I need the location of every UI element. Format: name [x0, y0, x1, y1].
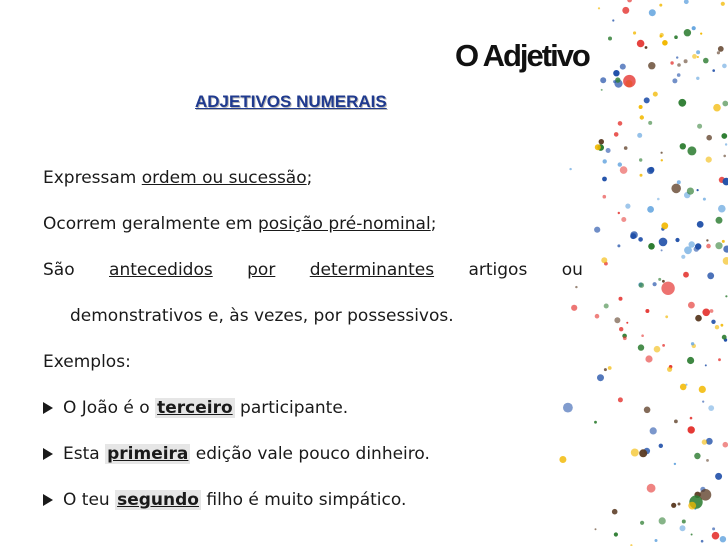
paint-dot: [723, 246, 728, 253]
paint-dot: [715, 473, 722, 480]
underlined-text: por: [247, 260, 276, 280]
paint-dot: [659, 444, 663, 448]
underlined-text: posição pré-nominal: [257, 214, 431, 234]
paint-dot: [716, 217, 723, 224]
paint-dot: [620, 64, 626, 70]
paint-dot: [665, 315, 668, 318]
paint-dot: [644, 407, 651, 414]
paint-dot: [715, 325, 719, 329]
paint-dot: [650, 427, 657, 434]
paint-dot: [722, 335, 727, 340]
line-exemplos: Exemplos:: [43, 352, 131, 372]
paint-dot: [682, 520, 686, 524]
paint-dot: [702, 439, 707, 444]
paint-dot: [721, 2, 725, 6]
paint-dot: [715, 242, 722, 249]
paint-dot: [619, 327, 623, 331]
paint-dot: [696, 50, 700, 54]
paint-dot: [571, 305, 577, 311]
paint-dot: [606, 148, 611, 153]
paint-dot: [677, 63, 681, 67]
paint-dot: [648, 62, 655, 69]
paint-dot: [618, 397, 623, 402]
paint-dot: [674, 420, 678, 424]
paint-dot: [575, 286, 577, 288]
paint-dot: [598, 7, 600, 9]
line-demonstrativos: demonstrativos e, às vezes, por possessivos.: [70, 306, 454, 326]
paint-dot: [612, 19, 614, 21]
paint-dot: [595, 528, 597, 530]
line-antecedidos: [43, 262, 583, 279]
line-ocorrem: [43, 216, 436, 233]
paint-dot: [677, 73, 681, 77]
paint-dot: [712, 69, 715, 72]
paint-dot: [721, 133, 727, 139]
paint-dot: [720, 536, 726, 542]
text: artigos: [468, 260, 528, 280]
paint-dot: [722, 101, 728, 107]
paint-dot: [639, 105, 643, 109]
paint-dot: [718, 358, 721, 361]
paint-dot: [699, 386, 706, 393]
paint-dot: [613, 80, 616, 83]
paint-dot: [619, 297, 623, 301]
paint-dot: [697, 124, 702, 129]
paint-dot: [706, 459, 709, 462]
paint-dot: [688, 302, 695, 309]
highlighted-word: segundo: [117, 490, 199, 510]
paint-dot: [662, 280, 665, 283]
paint-dot: [608, 37, 612, 41]
paint-dot: [640, 115, 644, 119]
paint-dot: [653, 92, 658, 97]
paint-dot: [681, 255, 685, 259]
highlighted-word: terceiro: [157, 398, 233, 418]
paint-dot: [638, 344, 644, 350]
paint-dot: [595, 144, 601, 150]
paint-dot: [639, 283, 644, 288]
paint-dot: [721, 324, 724, 327]
example-item: [43, 446, 430, 463]
paint-dot: [718, 205, 726, 213]
paint-dot: [674, 463, 676, 465]
paint-dot: [725, 295, 727, 297]
paint-dot: [662, 344, 665, 347]
paint-dot: [689, 241, 695, 247]
arrow-bullet-icon: [43, 494, 53, 506]
paint-dot: [690, 417, 693, 420]
paint-dot: [648, 167, 654, 173]
paint-dot: [645, 355, 652, 362]
paint-dot: [700, 33, 702, 35]
paint-dot: [627, 0, 632, 2]
paint-dot: [710, 309, 714, 313]
paint-dot: [622, 7, 629, 14]
paint-dot: [678, 99, 686, 107]
paint-dot: [608, 366, 612, 370]
paint-dot: [626, 322, 628, 324]
paint-dot: [691, 342, 694, 345]
line-expressam: [43, 170, 312, 187]
text: ou: [561, 260, 583, 280]
paint-dot: [680, 143, 686, 149]
paint-dot: [601, 89, 603, 91]
paint-dot: [723, 442, 728, 448]
paint-dot: [657, 198, 660, 201]
paint-dot: [613, 70, 619, 76]
paint-dot: [612, 509, 618, 515]
paint-dot: [617, 244, 620, 247]
paint-dot: [706, 239, 708, 241]
paint-dot: [701, 540, 704, 543]
paint-dot: [655, 539, 658, 542]
paint-dot: [602, 177, 607, 182]
paint-dot: [677, 180, 681, 184]
paint-dot: [647, 206, 654, 213]
paint-dot: [691, 534, 693, 536]
paint-dot: [618, 162, 622, 166]
paint-dot: [639, 158, 642, 161]
paint-dot: [620, 166, 628, 174]
paint-dot: [711, 320, 715, 324]
paint-dot: [559, 456, 566, 463]
highlighted-word: primeira: [107, 444, 189, 464]
example-item: [43, 492, 406, 509]
paint-dot: [618, 212, 620, 214]
paint-dot: [661, 222, 668, 229]
paint-dot: [706, 157, 712, 163]
paint-dot: [654, 346, 661, 353]
example-item: [43, 400, 348, 417]
text: O João é o: [63, 398, 156, 418]
paint-dot: [684, 0, 689, 4]
paint-dot: [678, 503, 681, 506]
paint-dot: [595, 314, 600, 319]
paint-dot: [688, 502, 696, 510]
paint-dot: [702, 309, 710, 317]
paint-dot: [648, 243, 655, 250]
paint-dot: [631, 449, 639, 457]
paint-dot: [661, 159, 663, 161]
paint-dot: [623, 336, 627, 340]
paint-dot: [662, 40, 668, 46]
paint-dot: [671, 503, 676, 508]
paint-dot: [670, 61, 673, 64]
paint-dot: [705, 364, 707, 366]
paint-dot: [641, 334, 644, 337]
paint-dot: [718, 46, 724, 52]
paint-dot: [694, 453, 700, 459]
paint-dot: [594, 227, 600, 233]
paint-dot: [648, 121, 652, 125]
paint-dot: [684, 59, 688, 63]
paint-dot: [696, 77, 699, 80]
paint-dot: [692, 54, 697, 59]
paint-dot: [680, 525, 686, 531]
paint-dot: [604, 368, 607, 371]
paint-dot: [614, 317, 620, 323]
text: filho é muito simpático.: [200, 490, 407, 510]
paint-dot: [618, 121, 623, 126]
paint-dot: [708, 405, 714, 411]
paint-dot: [695, 315, 702, 322]
paint-dot: [637, 133, 642, 138]
text: ;: [306, 168, 313, 188]
text: participante.: [234, 398, 349, 418]
text: ;: [430, 214, 437, 234]
paint-dot: [700, 489, 712, 501]
paint-dot: [717, 51, 720, 54]
paint-dot: [645, 309, 649, 313]
paint-dot: [599, 139, 604, 144]
paint-dot: [725, 143, 727, 145]
paint-dot: [712, 532, 720, 540]
text: Esta: [63, 444, 106, 464]
paint-dot: [645, 46, 648, 49]
paint-dot: [659, 4, 662, 7]
text: Ocorrem geralmente em: [43, 214, 258, 234]
paint-dot: [621, 217, 626, 222]
paint-dot: [684, 246, 692, 254]
paint-dot: [639, 449, 647, 457]
paint-dot: [676, 56, 678, 58]
paint-dot: [687, 146, 696, 155]
paint-dot: [625, 204, 630, 209]
paint-dot: [644, 97, 650, 103]
paint-dot: [687, 357, 694, 364]
paint-dot: [661, 152, 663, 154]
paint-dot: [601, 257, 607, 263]
paint-dot: [684, 29, 691, 36]
paint-dot: [697, 56, 699, 58]
paint-dot: [653, 282, 657, 286]
paint-dot: [702, 401, 704, 403]
paint-dot: [694, 246, 699, 251]
underlined-text: antecedidos: [109, 260, 213, 280]
paint-dot: [706, 135, 712, 141]
paint-dot: [723, 155, 726, 158]
paint-dot: [672, 78, 677, 83]
paint-dot: [659, 238, 668, 247]
text: O teu: [63, 490, 116, 510]
paint-dot: [630, 231, 637, 238]
paint-dot: [706, 244, 711, 249]
paint-dot: [712, 527, 715, 530]
paint-dot: [680, 384, 687, 391]
paint-dot: [649, 9, 656, 16]
paint-dot: [563, 403, 573, 413]
paint-dot: [623, 75, 636, 88]
paint-dot: [692, 26, 696, 30]
paint-dot: [703, 198, 706, 201]
paint-dot: [603, 159, 607, 163]
arrow-bullet-icon: [43, 448, 53, 460]
paint-dot: [661, 249, 663, 251]
paint-dot: [597, 374, 604, 381]
paint-dot: [667, 367, 672, 372]
paint-dot: [603, 195, 607, 199]
paint-dot: [604, 304, 609, 309]
paint-dot: [723, 257, 728, 265]
paint-dot: [683, 272, 689, 278]
underlined-text: determinantes: [309, 260, 435, 280]
paint-dot: [624, 146, 628, 150]
paint-dot: [675, 238, 679, 242]
paint-dot: [637, 40, 645, 48]
paint-dot: [600, 77, 606, 83]
text: edição vale pouco dinheiro.: [190, 444, 430, 464]
paint-dot: [614, 132, 619, 137]
paint-dot: [687, 188, 694, 195]
slide-title: O Adjetivo: [455, 38, 589, 73]
paint-dot: [569, 168, 571, 170]
paint-dot: [658, 278, 661, 281]
text: Expressam: [43, 168, 142, 188]
paint-dot: [707, 272, 714, 279]
paint-dot: [671, 184, 681, 194]
paint-dot: [688, 426, 695, 433]
paint-dot: [697, 221, 704, 228]
paint-dot: [614, 532, 618, 536]
paint-dot: [703, 58, 709, 64]
section-subtitle: ADJETIVOS NUMERAIS: [195, 92, 387, 111]
paint-dot: [697, 189, 699, 191]
paint-dot: [722, 64, 727, 69]
paint-dot: [722, 240, 725, 243]
paint-dot: [640, 174, 643, 177]
text: São: [43, 260, 75, 280]
paint-dot: [713, 104, 721, 112]
paint-dot: [594, 421, 597, 424]
paint-dot: [674, 35, 678, 39]
arrow-bullet-icon: [43, 402, 53, 414]
paint-dot: [661, 282, 674, 295]
paint-dot: [640, 521, 644, 525]
underlined-text: ordem ou sucessão: [141, 168, 307, 188]
paint-dot: [659, 517, 666, 524]
paint-dot: [633, 31, 636, 34]
paint-dot: [638, 237, 643, 242]
paint-dot: [647, 484, 656, 493]
paint-dot: [660, 35, 663, 38]
